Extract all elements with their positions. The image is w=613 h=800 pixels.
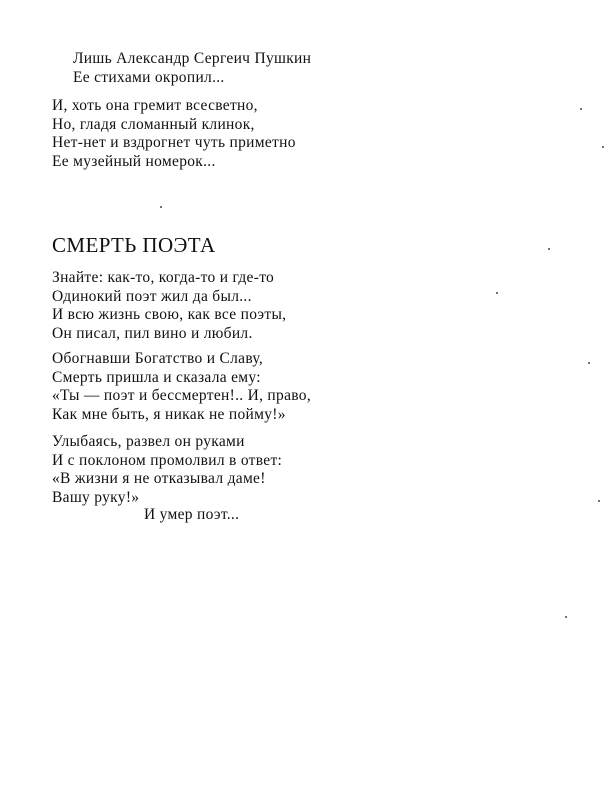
poem-line: Ее музейный номерок... (52, 152, 216, 170)
scan-speck (565, 616, 567, 618)
poem-line: Нет-нет и вздрогнет чуть приметно (52, 134, 296, 152)
stanza-death-arrives (52, 350, 311, 424)
poem-line: И с поклоном промолвил в ответ: (52, 451, 283, 469)
scan-speck (598, 500, 600, 502)
scan-speck (602, 146, 604, 148)
poem-line: И всю жизнь свою, как все поэты, (52, 306, 287, 324)
scan-speck (580, 108, 582, 110)
scan-speck (160, 206, 162, 208)
poem-title: СМЕРТЬ ПОЭТА (52, 233, 216, 257)
poem-line: Вашу руку!» (52, 488, 140, 506)
poem-line: Смерть пришла и сказала ему: (52, 368, 261, 386)
final-line: И умер поэт... (144, 506, 240, 523)
stanza-poet-answers (52, 433, 282, 507)
poem-line: Одинокий поэт жил да был... (52, 287, 252, 305)
stanza-lonely-poet (52, 269, 286, 343)
scan-speck (548, 248, 550, 250)
poem-line: И, хоть она гремит всесветно, (52, 97, 258, 114)
poem-line: Лишь Александр Сергеич Пушкин (73, 50, 312, 67)
stanza-museum-tag (52, 97, 296, 171)
poem-line: Знайте: как-то, когда-то и где-то (52, 269, 275, 286)
poem-line: «Ты — поэт и бессмертен!.. И, право, (52, 387, 311, 405)
poem-line: Улыбаясь, развел он руками (52, 433, 245, 450)
poem-line: Обогнавши Богатство и Славу, (52, 350, 264, 367)
poem-line: Но, гладя сломанный клинок, (52, 115, 255, 133)
stanza-pushkin (73, 50, 311, 87)
poem-line: Ее стихами окропил... (73, 68, 225, 86)
scan-speck (496, 292, 498, 294)
scan-speck (588, 362, 590, 364)
poem-line: Как мне быть, я никак не пойму!» (52, 405, 286, 423)
poem-line: «В жизни я не отказывал даме! (52, 470, 266, 488)
poem-line: Он писал, пил вино и любил. (52, 324, 253, 342)
